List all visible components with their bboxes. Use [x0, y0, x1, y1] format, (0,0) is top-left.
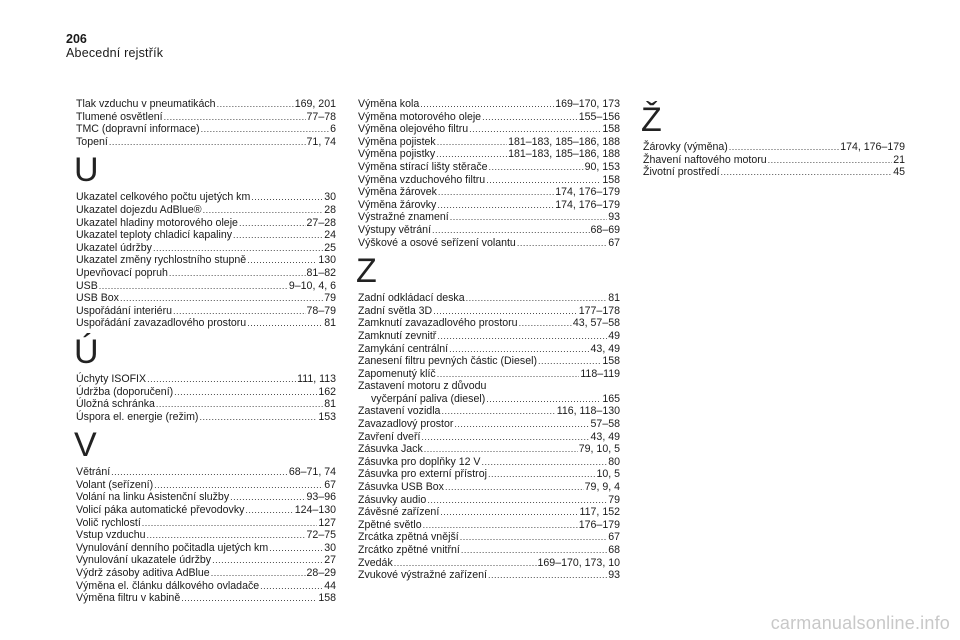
- index-entry-pages: 68–69: [590, 223, 620, 236]
- index-entry-pages: 111, 113: [297, 372, 336, 385]
- watermark: carmanualsonline.info: [770, 613, 950, 633]
- index-letter-heading: U: [74, 151, 99, 190]
- index-entry: [358, 161, 620, 174]
- dot-leader: [181, 592, 317, 605]
- index-entry: [76, 592, 336, 605]
- dot-leader: [153, 242, 323, 255]
- dot-leader: [450, 211, 608, 224]
- index-entry-text: Výměna kola: [358, 98, 420, 110]
- dot-leader: [111, 466, 288, 479]
- index-entry-pages: 176–179: [578, 518, 620, 531]
- index-entry: [358, 330, 620, 343]
- index-entry: [358, 431, 620, 444]
- dot-leader: [482, 111, 578, 124]
- index-entry: [76, 123, 336, 136]
- index-entry-text: Výměna žárovky: [358, 198, 437, 211]
- index-entry-pages: 45: [893, 166, 905, 179]
- index-entry: [76, 398, 336, 411]
- dot-leader: [486, 393, 601, 406]
- dot-leader: [488, 468, 595, 481]
- dot-leader: [239, 217, 306, 230]
- index-entry-pages: 9–10, 4, 6: [288, 279, 336, 292]
- index-entry: [358, 443, 620, 456]
- dot-leader: [247, 254, 317, 267]
- dot-leader: [147, 529, 306, 542]
- dot-leader: [440, 506, 578, 519]
- dot-leader: [154, 479, 323, 492]
- dot-leader: [169, 267, 306, 280]
- index-entry-text: Výměna motorového oleje: [358, 110, 482, 123]
- index-entry-pages: 174, 176–179: [555, 198, 620, 211]
- index-entry-text: Výměna stírací lišty stěrače: [358, 160, 488, 173]
- dot-leader: [212, 554, 323, 567]
- index-entry-text: Zásuvka Jack: [358, 443, 423, 456]
- index-entry-pages: 43, 49: [590, 342, 620, 355]
- index-entry: [358, 393, 620, 406]
- index-entry-text: Zanesení filtru pevných částic (Diesel): [358, 355, 537, 368]
- page-number: 206: [66, 32, 87, 46]
- index-entry: [358, 531, 620, 544]
- index-entry-pages: 127: [318, 516, 336, 529]
- index-entry-pages: 130: [318, 254, 336, 267]
- index-entry-text: Úložná schránka: [76, 398, 155, 411]
- index-entry-pages: 81: [324, 317, 336, 330]
- index-entry: [358, 557, 620, 570]
- index-letter-heading: Ú: [74, 332, 99, 371]
- index-entry-pages: 44: [324, 579, 336, 592]
- index-entry-pages: 25: [324, 241, 336, 254]
- index-entry-text: Vynulování ukazatele údržby: [76, 554, 212, 567]
- index-entry-pages: 181–183, 185–186, 188: [508, 135, 620, 148]
- index-entry-text: Výstražné znamení: [358, 211, 449, 224]
- index-entry-text: Zamknutí zavazadlového prostoru: [358, 317, 518, 330]
- index-entry-text: Výstupy větrání: [358, 223, 432, 236]
- index-entry-pages: 49: [608, 329, 620, 342]
- index-entry-pages: 169, 201: [294, 98, 336, 110]
- index-entry: [358, 405, 620, 418]
- dot-leader: [394, 557, 537, 570]
- dot-leader: [217, 98, 294, 111]
- index-entry-pages: 67: [608, 531, 620, 544]
- index-entry-pages: 81: [324, 398, 336, 411]
- index-entry-text: Zásuvka pro externí přístroj: [358, 468, 487, 481]
- index-letter-heading: V: [74, 426, 97, 465]
- dot-leader: [420, 98, 554, 111]
- dot-leader: [173, 305, 306, 318]
- index-entry-text: Tlumené osvětlení: [76, 110, 163, 123]
- dot-leader: [437, 136, 507, 149]
- index-entry: [76, 317, 336, 330]
- index-entry: [643, 141, 905, 154]
- index-entry-pages: 79, 9, 4: [584, 481, 620, 494]
- index-entry-text: Výměna pojistek: [358, 135, 436, 148]
- index-entry: [76, 292, 336, 305]
- dot-leader: [432, 224, 590, 237]
- dot-leader: [449, 343, 589, 356]
- dot-leader: [147, 373, 296, 386]
- index-entry-pages: 158: [602, 355, 620, 368]
- index-entry: [358, 355, 620, 368]
- index-entry-text: Výškové a osové seřízení volantu: [358, 236, 516, 249]
- index-entry-pages: 118–119: [580, 367, 620, 380]
- index-entry: [76, 204, 336, 217]
- index-entry: [358, 136, 620, 149]
- index-entry-pages: 80: [608, 455, 620, 468]
- dot-leader: [99, 280, 288, 293]
- index-entry-text: Upevňovací popruh: [76, 266, 168, 279]
- index-entry-text: Závěsné zařízení: [358, 506, 440, 519]
- index-entry: [358, 544, 620, 557]
- index-entry-text: USB: [76, 279, 98, 292]
- index-entry: [358, 494, 620, 507]
- index-entry: [358, 98, 620, 111]
- index-entry: [76, 280, 336, 293]
- dot-leader: [156, 398, 323, 411]
- dot-leader: [424, 443, 578, 456]
- index-entry: [358, 211, 620, 224]
- index-entry-pages: 27–28: [306, 216, 336, 229]
- index-entry: [76, 491, 336, 504]
- index-entry-pages: 155–156: [578, 110, 620, 123]
- index-entry-text: Volič rychlostí: [76, 516, 141, 529]
- index-entry-pages: 67: [608, 236, 620, 249]
- index-entry-text: Zrcátka zpětná vnější: [358, 531, 459, 544]
- index-entry: [76, 466, 336, 479]
- index-entry-text: Zrcátko zpětné vnitřní: [358, 544, 460, 556]
- dot-leader: [203, 204, 324, 217]
- index-entry-text: Žhavení naftového motoru: [643, 153, 767, 166]
- index-entry-text: Úspora el. energie (režim): [76, 410, 199, 423]
- index-entry-text: Volicí páka automatické převodovky: [76, 504, 245, 517]
- index-entry: [76, 217, 336, 230]
- index-entry-pages: 158: [602, 173, 620, 186]
- index-entry: [76, 504, 336, 517]
- index-entry-text: Topení: [76, 135, 108, 148]
- index-column-2: [358, 98, 620, 582]
- index-entry-pages: 30: [324, 191, 336, 204]
- index-entry: [358, 199, 620, 212]
- index-entry: [76, 267, 336, 280]
- index-entry-pages: 28: [324, 203, 336, 216]
- dot-leader: [233, 229, 323, 242]
- index-letter-heading: Ž: [641, 101, 662, 139]
- index-entry-text: Zvedák: [358, 556, 393, 569]
- dot-leader: [489, 161, 584, 174]
- dot-leader: [174, 386, 317, 399]
- index-entry-pages: 90, 153: [584, 160, 620, 173]
- index-entry-text: Uspořádání interiéru: [76, 304, 172, 317]
- index-entry: [358, 224, 620, 237]
- index-entry-pages: 30: [324, 541, 336, 554]
- index-entry-pages: 181–183, 185–186, 188: [508, 148, 620, 161]
- index-entry: [76, 517, 336, 530]
- index-entry-pages: 158: [318, 592, 336, 605]
- index-entry: [76, 242, 336, 255]
- dot-leader: [437, 199, 554, 212]
- dot-leader: [486, 174, 601, 187]
- index-entry: [358, 418, 620, 431]
- index-entry: [358, 569, 620, 582]
- index-entry: [358, 317, 620, 330]
- index-entry-text: Zavření dveří: [358, 430, 421, 443]
- index-entry-text: Zásuvka pro doplňky 12 V: [358, 455, 481, 468]
- dot-leader: [460, 531, 608, 544]
- index-entry-text: Tlak vzduchu v pneumatikách: [76, 98, 216, 110]
- index-entry-text: Výměna pojistky: [358, 148, 436, 161]
- index-entry-text: Zvukové výstražné zařízení: [358, 569, 487, 582]
- index-entry: [76, 98, 336, 111]
- dot-leader: [488, 569, 607, 582]
- index-entry: [358, 292, 620, 305]
- index-entry-text: Výdrž zásoby aditiva AdBlue: [76, 567, 210, 580]
- dot-leader: [445, 481, 584, 494]
- index-entry: [76, 136, 336, 149]
- index-entry-pages: 81: [608, 292, 620, 305]
- index-entry-pages: 124–130: [294, 504, 336, 517]
- index-entry-pages: 43, 49: [590, 430, 620, 443]
- index-entry-pages: 81–82: [306, 266, 336, 279]
- index-entry: [76, 386, 336, 399]
- index-entry-text: Úchyty ISOFIX: [76, 372, 147, 385]
- index-entry-text: Vstup vzduchu: [76, 529, 146, 542]
- index-entry: [643, 154, 905, 167]
- index-entry-text: Ukazatel celkového počtu ujetých km: [76, 191, 251, 204]
- page-title: Abecední rejstřík: [66, 46, 164, 60]
- index-entry: [358, 237, 620, 250]
- dot-leader: [109, 136, 306, 149]
- dot-leader: [245, 504, 293, 517]
- index-entry: [358, 148, 620, 161]
- index-entry-text: Zadní světla 3D: [358, 304, 433, 317]
- index-entry: [643, 166, 905, 179]
- dot-leader: [247, 317, 323, 330]
- index-entry: [358, 343, 620, 356]
- dot-leader: [120, 292, 323, 305]
- index-entry-text: Zadní odkládací deska: [358, 292, 465, 305]
- index-column-1: [76, 98, 336, 605]
- index-entry-pages: 57–58: [590, 418, 620, 431]
- dot-leader: [538, 355, 601, 368]
- dot-leader: [482, 456, 608, 469]
- dot-leader: [251, 191, 323, 204]
- index-entry-text: Zásuvky audio: [358, 493, 427, 506]
- index-entry-pages: 79: [608, 493, 620, 506]
- index-entry-text: Údržba (doporučení): [76, 385, 174, 398]
- index-entry-pages: 43, 57–58: [572, 317, 620, 330]
- index-entry-pages: 28–29: [306, 567, 336, 580]
- index-entry: [358, 506, 620, 519]
- index-entry-pages: 165: [602, 392, 620, 405]
- index-entry-text: Ukazatel údržby: [76, 241, 152, 254]
- index-entry-text: Výměna olejového filtru: [358, 123, 469, 136]
- index-entry-pages: 117, 152: [579, 506, 620, 519]
- index-entry-pages: 93: [608, 211, 620, 224]
- dot-leader: [260, 580, 323, 593]
- dot-leader: [441, 405, 555, 418]
- index-entry-text: Ukazatel teploty chladicí kapaliny: [76, 229, 233, 242]
- index-entry-text: Zpětné světlo: [358, 518, 422, 531]
- dot-leader: [436, 148, 507, 161]
- index-entry-pages: 24: [324, 229, 336, 242]
- index-entry-pages: 10, 5: [596, 468, 620, 481]
- dot-leader: [427, 494, 607, 507]
- index-entry-text: Zavazadlový prostor: [358, 418, 454, 431]
- index-entry-text: Žárovky (výměna): [643, 141, 728, 153]
- index-entry: [76, 529, 336, 542]
- index-entry-text: Výměna vzduchového filtru: [358, 173, 486, 186]
- index-entry-text: Zamykání centrální: [358, 342, 449, 355]
- index-entry: [358, 123, 620, 136]
- index-entry: [358, 111, 620, 124]
- index-entry-text: Zásuvka USB Box: [358, 481, 444, 494]
- index-entry-text: Zapomenutý klíč: [358, 367, 436, 380]
- dot-leader: [437, 368, 580, 381]
- index-entry: [76, 305, 336, 318]
- index-entry-text: Ukazatel změny rychlostního stupně: [76, 254, 247, 267]
- dot-leader: [201, 123, 329, 136]
- index-entry: [76, 479, 336, 492]
- index-entry-pages: 177–178: [578, 304, 620, 317]
- index-entry: [358, 468, 620, 481]
- index-entry-text: Výměna žárovek: [358, 186, 437, 199]
- index-entry-pages: 68–71, 74: [288, 466, 336, 479]
- dot-leader: [437, 330, 607, 343]
- page-header: [66, 32, 163, 60]
- index-entry-pages: 169–170, 173: [555, 98, 620, 110]
- index-entry: [358, 305, 620, 318]
- index-entry: [76, 373, 336, 386]
- dot-leader: [454, 418, 589, 431]
- index-entry-text: vyčerpání paliva (diesel): [371, 392, 486, 405]
- index-entry-pages: 68: [608, 544, 620, 556]
- dot-leader: [423, 519, 578, 532]
- dot-leader: [729, 141, 839, 154]
- index-entry-text: Uspořádání zavazadlového prostoru: [76, 317, 247, 330]
- index-entry: [76, 229, 336, 242]
- dot-leader: [469, 123, 601, 136]
- index-entry-text: Zamknutí zevnitř: [358, 329, 437, 342]
- index-entry: [76, 554, 336, 567]
- index-entry: [358, 174, 620, 187]
- dot-leader: [199, 411, 317, 424]
- index-entry: [358, 368, 620, 381]
- index-entry-pages: 77–78: [306, 110, 336, 123]
- index-entry-pages: 169–170, 173, 10: [537, 556, 620, 569]
- index-entry-pages: 6: [330, 123, 336, 136]
- dot-leader: [721, 166, 893, 179]
- index-column-3: [643, 98, 905, 179]
- dot-leader: [433, 305, 578, 318]
- index-entry-text: Vynulování denního počitadla ujetých km: [76, 541, 269, 554]
- index-entry: [76, 580, 336, 593]
- index-entry-pages: 79, 10, 5: [578, 443, 620, 456]
- index-entry: [76, 542, 336, 555]
- index-entry: [76, 567, 336, 580]
- index-entry: [358, 481, 620, 494]
- dot-leader: [164, 111, 306, 124]
- index-entry-pages: 27: [324, 554, 336, 567]
- dot-leader: [269, 542, 323, 555]
- index-entry-pages: 162: [318, 385, 336, 398]
- index-entry-pages: 78–79: [306, 304, 336, 317]
- dot-leader: [211, 567, 306, 580]
- index-entry-pages: 72–75: [306, 529, 336, 542]
- index-entry-pages: 67: [324, 478, 336, 491]
- dot-leader: [438, 186, 554, 199]
- index-entry-text: Zastavení vozidla: [358, 405, 441, 418]
- dot-leader: [230, 491, 305, 504]
- index-entry: [76, 411, 336, 424]
- index-entry-text: Volant (seřízení): [76, 478, 154, 491]
- index-entry-pages: 153: [318, 410, 336, 423]
- index-entry-pages: 79: [324, 292, 336, 305]
- index-entry-text: Výměna filtru v kabině: [76, 592, 181, 605]
- index-entry-pages: 116, 118–130: [556, 405, 620, 418]
- index-entry-text: TMC (dopravní informace): [76, 123, 200, 136]
- index-entry: [358, 186, 620, 199]
- dot-leader: [421, 431, 589, 444]
- index-letter-heading: Z: [356, 252, 377, 291]
- index-entry-text: Výměna el. článku dálkového ovladače: [76, 579, 260, 592]
- dot-leader: [466, 292, 608, 305]
- index-entry-pages: 174, 176–179: [555, 186, 620, 199]
- index-entry-text: Ukazatel dojezdu AdBlue®: [76, 203, 202, 216]
- index-entry: [76, 111, 336, 124]
- index-entry-text: Volání na linku Asistenční služby: [76, 491, 230, 504]
- index-entry-pages: 71, 74: [306, 135, 336, 148]
- index-entry-text: Zastavení motoru z důvodu: [358, 380, 487, 393]
- index-entry-text: Životní prostředí: [643, 166, 720, 179]
- dot-leader: [517, 237, 607, 250]
- index-entry-pages: 21: [893, 153, 905, 166]
- dot-leader: [519, 317, 572, 330]
- index-entry: [76, 191, 336, 204]
- index-entry-text: Ukazatel hladiny motorového oleje: [76, 216, 238, 229]
- dot-leader: [768, 154, 893, 167]
- index-entry: [76, 254, 336, 267]
- dot-leader: [142, 517, 318, 530]
- index-entry: [358, 519, 620, 532]
- index-entry-text: USB Box: [76, 292, 119, 305]
- index-entry: [358, 456, 620, 469]
- index-entry-pages: 158: [602, 123, 620, 136]
- dot-leader: [461, 544, 607, 557]
- index-entry-pages: 93–96: [306, 491, 336, 504]
- index-entry-pages: 174, 176–179: [840, 141, 905, 153]
- index-entry-pages: 93: [608, 569, 620, 582]
- index-entry-text: Větrání: [76, 466, 111, 479]
